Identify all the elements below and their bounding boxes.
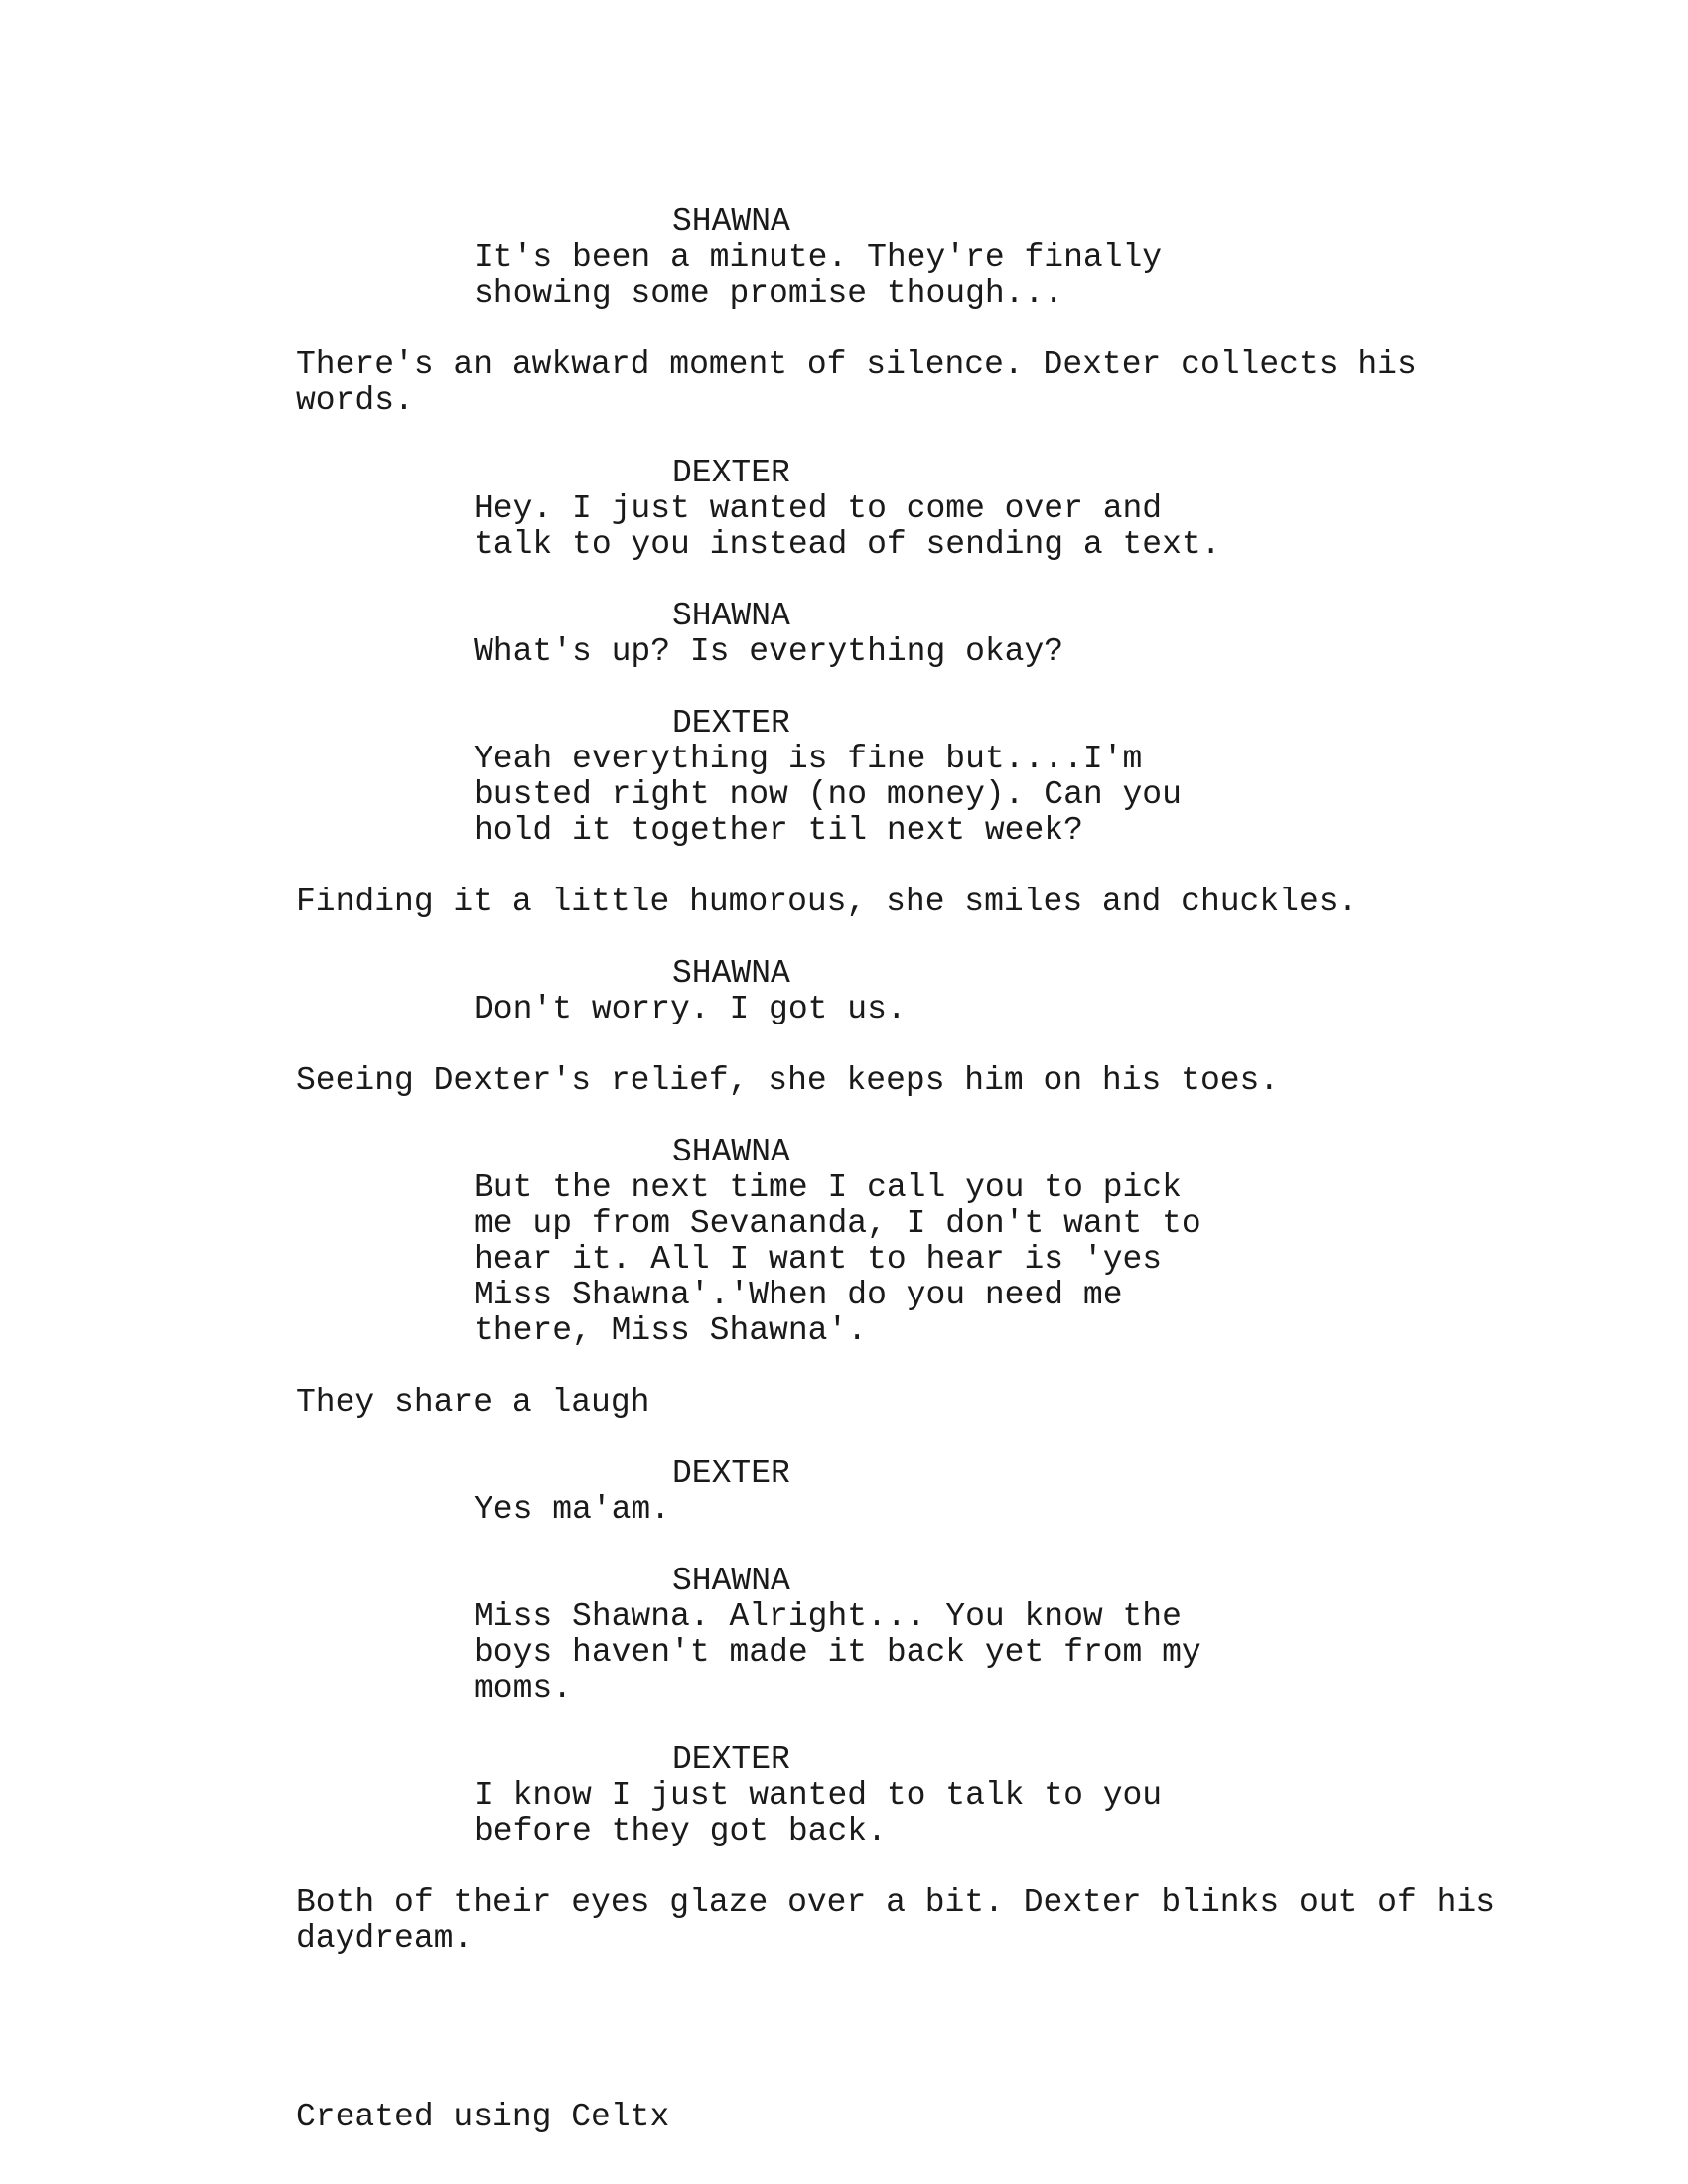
dialogue-line: Hey. I just wanted to come over and <box>474 490 1163 527</box>
dialogue-line: It's been a minute. They're finally <box>474 239 1163 276</box>
character-name: DEXTER <box>672 455 790 491</box>
footer-credit: Created using Celtx <box>296 2099 670 2135</box>
action-line: They share a laugh <box>296 1384 650 1421</box>
action-line: words. <box>296 382 414 419</box>
action-line: Finding it a little humorous, she smiles and chuckles. <box>296 884 1358 920</box>
dialogue-line: I know I just wanted to talk to you <box>474 1777 1163 1814</box>
dialogue-line: hold it together til next week? <box>474 812 1083 849</box>
character-name: DEXTER <box>672 1741 790 1778</box>
dialogue-line: What's up? Is everything okay? <box>474 633 1064 670</box>
action-line: daydream. <box>296 1920 474 1957</box>
character-name: SHAWNA <box>672 1563 790 1599</box>
dialogue-line: before they got back. <box>474 1813 887 1849</box>
dialogue-line: Miss Shawna'.'When do you need me <box>474 1277 1123 1313</box>
character-name: SHAWNA <box>672 955 790 992</box>
dialogue-line: there, Miss Shawna'. <box>474 1312 868 1349</box>
dialogue-line: Miss Shawna. Alright... You know the <box>474 1598 1182 1635</box>
dialogue-line: showing some promise though... <box>474 275 1064 312</box>
character-name: SHAWNA <box>672 598 790 634</box>
character-name: SHAWNA <box>672 1134 790 1170</box>
dialogue-line: busted right now (no money). Can you <box>474 776 1182 813</box>
dialogue-line: Yes ma'am. <box>474 1491 671 1528</box>
action-line: Both of their eyes glaze over a bit. Dexter blinks out of his <box>296 1884 1495 1921</box>
dialogue-line: hear it. All I want to hear is 'yes <box>474 1241 1163 1278</box>
dialogue-line: boys haven't made it back yet from my <box>474 1634 1201 1671</box>
dialogue-line: moms. <box>474 1670 573 1706</box>
dialogue-line: But the next time I call you to pick <box>474 1169 1182 1206</box>
action-line: There's an awkward moment of silence. Dexter collects his <box>296 346 1417 383</box>
dialogue-line: me up from Sevananda, I don't want to <box>474 1205 1201 1242</box>
dialogue-line: talk to you instead of sending a text. <box>474 526 1221 563</box>
dialogue-line: Don't worry. I got us. <box>474 991 907 1027</box>
character-name: DEXTER <box>672 1455 790 1492</box>
character-name: DEXTER <box>672 705 790 742</box>
dialogue-line: Yeah everything is fine but....I'm <box>474 741 1143 777</box>
character-name: SHAWNA <box>672 204 790 240</box>
action-line: Seeing Dexter's relief, she keeps him on his toes. <box>296 1062 1280 1099</box>
